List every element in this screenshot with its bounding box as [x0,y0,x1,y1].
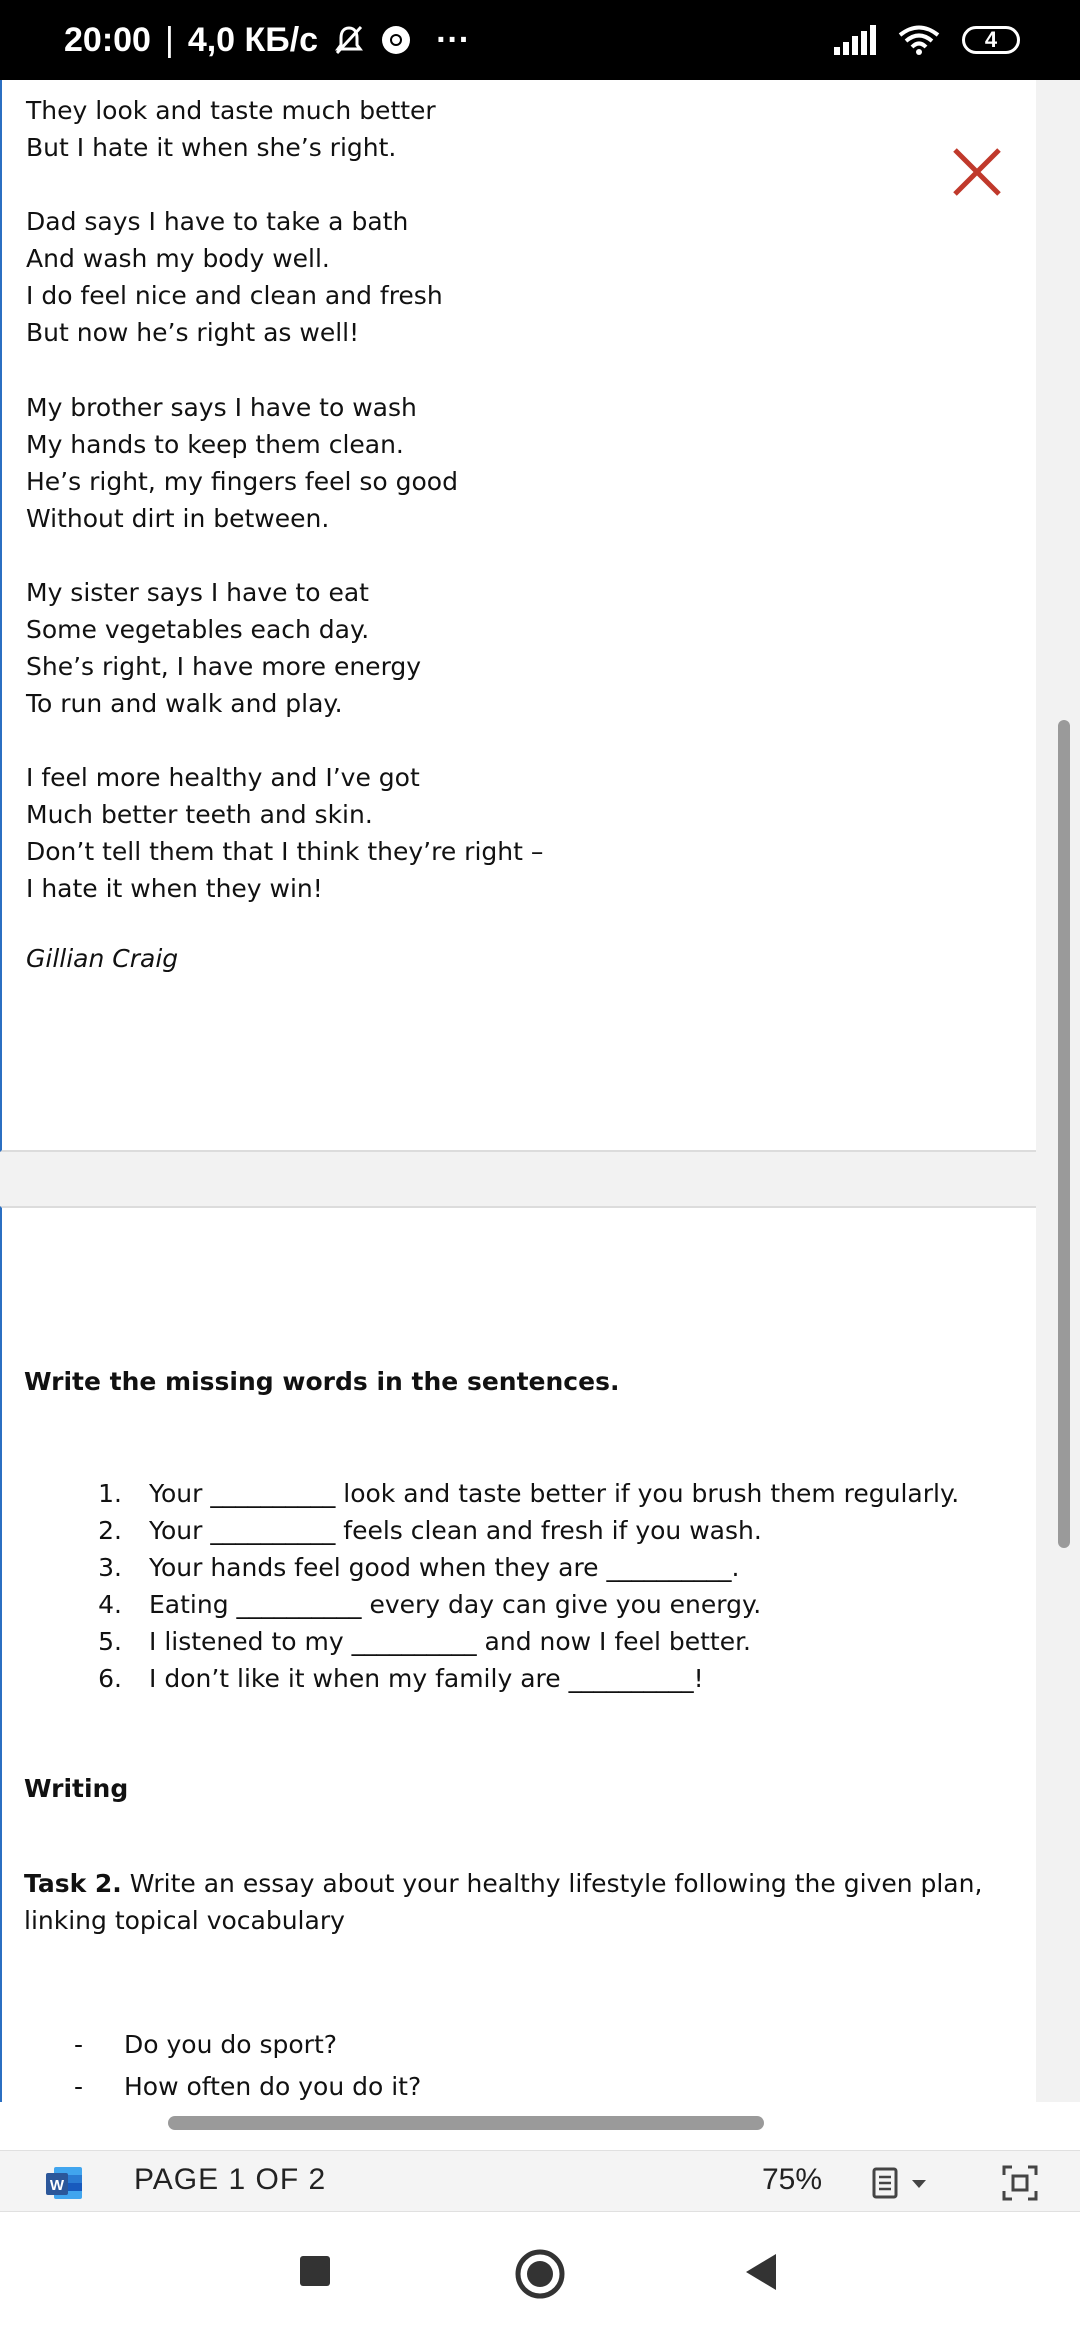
poem-stanza [26,389,458,537]
battery-level: 4 [984,27,998,52]
more-indicator-icon: ··· [436,20,471,59]
item-number: 5. [98,1627,122,1656]
item-text: Your hands feel good when they are __________. [149,1553,740,1582]
recents-button-icon[interactable] [298,2254,332,2288]
home-button-icon[interactable] [514,2248,566,2300]
bullet-dash: - [74,2072,84,2101]
view-mode-icon[interactable] [872,2165,932,2201]
horizontal-scrollbar[interactable] [168,2116,764,2130]
list-item [74,2026,1060,2068]
poem-line: I do feel nice and clean and fresh [26,281,443,310]
clock: 20:00 [64,20,151,59]
zoom-level[interactable]: 75% [762,2163,823,2196]
list-item [74,1549,959,1586]
poem-line: They look and taste much better [26,96,436,125]
page-indicator: PAGE 1 OF 2 [134,2163,327,2196]
poem-line: My brother says I have to wash [26,393,417,422]
document-viewport[interactable] [0,80,1080,2102]
item-text: Do you do sport? [124,2030,338,2059]
svg-text:W: W [49,2177,65,2194]
list-item [74,1660,959,1697]
item-text: Your __________ feels clean and fresh if you wash. [149,1516,762,1545]
poem-line: Dad says I have to take a bath [26,207,409,236]
chrome-icon [380,24,412,56]
list-item [74,2068,1060,2102]
vertical-scrollbar[interactable] [1058,720,1070,1548]
list-item [74,1512,959,1549]
item-text: I listened to my __________ and now I feel better. [149,1627,752,1656]
poem-line: But now he’s right as well! [26,318,360,347]
poem-line: Don’t tell them that I think they’re right – [26,837,544,866]
poem-stanza [26,203,443,351]
bell-off-icon [332,23,366,57]
word-app-icon [44,2165,84,2201]
network-speed: 4,0 КБ/с [187,20,319,59]
bullet-dash: - [74,2030,84,2059]
document-toolbar [0,2150,1080,2212]
battery-icon [962,26,1020,54]
item-number: 3. [98,1553,122,1582]
list-item [74,1623,959,1660]
poem-stanza [26,92,436,166]
poem-line: My sister says I have to eat [26,578,369,607]
poem-stanza [26,759,543,907]
task-paragraph [24,1865,1034,1939]
task-text: Write an essay about your healthy lifestyle following the given plan, linking topical vocabulary [24,1869,983,1935]
document-page-1 [0,80,1036,1152]
status-left [64,0,470,80]
exercise-title: Write the missing words in the sentences. [24,1367,620,1396]
list-item [74,1586,959,1623]
poem-line: Some vegetables each day. [26,615,370,644]
status-right [832,0,1020,80]
fit-screen-icon[interactable] [1000,2163,1040,2203]
item-text: Eating __________ every day can give you energy. [149,1590,762,1619]
item-number: 4. [98,1590,122,1619]
close-icon[interactable] [947,142,1007,202]
item-text: I don’t like it when my family are __________! [149,1664,704,1693]
item-text: How often do you do it? [124,2072,422,2101]
navigation-bar [0,2212,1080,2340]
wifi-icon [898,24,940,56]
task-label: Task 2. [24,1869,122,1898]
item-number: 2. [98,1516,122,1545]
exercise-list [74,1475,959,1697]
plan-list [74,2026,1060,2102]
writing-heading: Writing [24,1774,129,1803]
poem-line: And wash my body well. [26,244,330,273]
status-bar [0,0,1080,80]
item-number: 6. [98,1664,122,1693]
back-button-icon[interactable] [744,2252,778,2292]
poem-line: My hands to keep them clean. [26,430,404,459]
poem-line: I feel more healthy and I’ve got [26,763,420,792]
poem-line: To run and walk and play. [26,689,343,718]
poem-line: He’s right, my fingers feel so good [26,467,458,496]
poem-line: I hate it when they win! [26,874,323,903]
item-number: 1. [98,1479,122,1508]
poem-line: Much better teeth and skin. [26,800,373,829]
status-separator: | [164,20,174,59]
list-item [74,1475,959,1512]
poem-author: Gillian Craig [26,944,179,973]
poem-line: But I hate it when she’s right. [26,133,397,162]
poem-line: Without dirt in between. [26,504,330,533]
poem-stanza [26,574,421,722]
item-text: Your __________ look and taste better if you brush them regularly. [149,1479,960,1508]
signal-icon [832,25,876,55]
poem-line: She’s right, I have more energy [26,652,422,681]
